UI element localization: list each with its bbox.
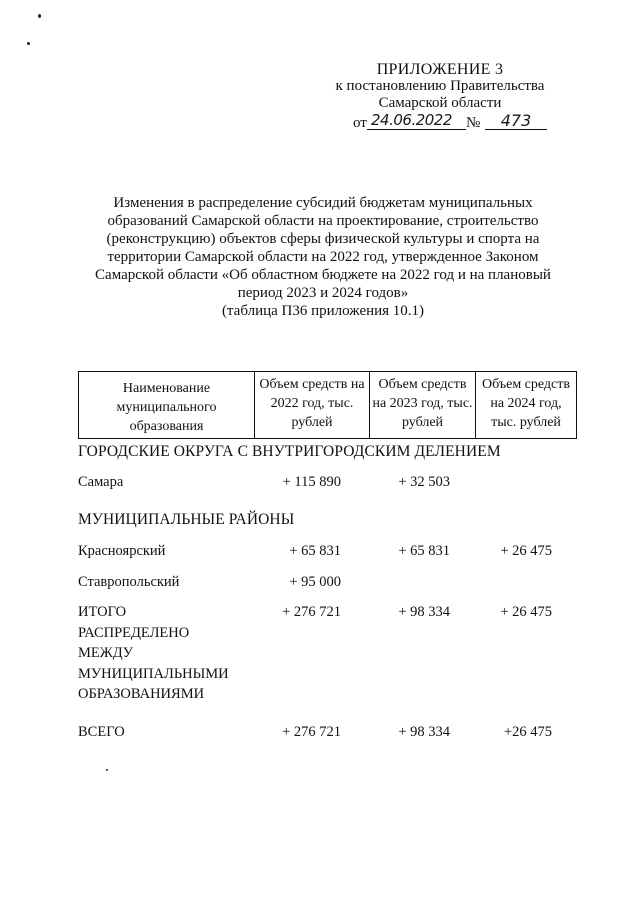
header-2024: Объем средств на 2024 год, тыс. рублей: [476, 372, 577, 439]
row-value-2022: + 276 721: [282, 604, 341, 620]
section-city-districts: ГОРОДСКИЕ ОКРУГА С ВНУТРИГОРОДСКИМ ДЕЛЕНИЕМ: [78, 443, 501, 460]
document-heading: [78, 194, 568, 320]
scan-speck: [38, 14, 41, 18]
header-2023: Объем средств на 2023 год, тыс. рублей: [370, 372, 476, 439]
scan-speck: [106, 769, 108, 771]
heading-title: Изменения в распределение субсидий бюджетам муниципальных образований Самарской области на проектирование, строительство (реконструкцию) объектов сферы физической культуры и спорта на территории Самарской области на 2022 год, утвержденное Законом Самарской области «Об областном бюджете на 2022 год и на плановый период 2023 и 2024 годов»: [95, 195, 551, 301]
scan-speck: [27, 42, 30, 45]
appendix-dateline: [320, 111, 560, 134]
table-header-row: [79, 372, 577, 439]
row-name: Ставропольский: [78, 574, 180, 590]
handwritten-number: 473: [485, 112, 547, 130]
row-value-2022: + 95 000: [289, 574, 341, 590]
number-label: №: [466, 115, 481, 131]
row-value-2023: + 65 831: [398, 543, 450, 559]
row-name: ВСЕГО: [78, 724, 125, 740]
header-2022: Объем средств на 2022 год, тыс. рублей: [255, 372, 370, 439]
appendix-title: ПРИЛОЖЕНИЕ 3: [376, 61, 504, 78]
section-municipal-districts: МУНИЦИПАЛЬНЫЕ РАЙОНЫ: [78, 511, 295, 528]
header-municipality: Наименование муниципального образования: [79, 372, 255, 439]
handwritten-date: 24.06.2022: [367, 112, 466, 130]
date-prefix: от: [353, 115, 367, 131]
row-name: ИТОГО РАСПРЕДЕЛЕНО МЕЖДУ МУНИЦИПАЛЬНЫМИ ОБРАЗОВАНИЯМИ: [78, 604, 229, 702]
row-value-2023: + 98 334: [398, 604, 450, 620]
row-value-2023: + 32 503: [398, 474, 450, 490]
row-value-2023: + 98 334: [398, 724, 450, 740]
row-value-2024: + 26 475: [500, 604, 552, 620]
row-value-2024: + 26 475: [500, 543, 552, 559]
heading-subtitle: (таблица П36 приложения 10.1): [221, 303, 425, 319]
row-value-2022: + 276 721: [282, 724, 341, 740]
row-name: Самара: [78, 474, 124, 490]
distribution-table-header: [78, 371, 577, 439]
appendix-line-2: Самарской области: [378, 95, 502, 111]
row-value-2024: +26 475: [503, 724, 552, 740]
row-name: Красноярский: [78, 543, 166, 559]
row-value-2022: + 115 890: [282, 474, 341, 490]
appendix-block: [320, 61, 560, 134]
row-value-2022: + 65 831: [289, 543, 341, 559]
appendix-line-1: к постановлению Правительства: [335, 78, 545, 94]
